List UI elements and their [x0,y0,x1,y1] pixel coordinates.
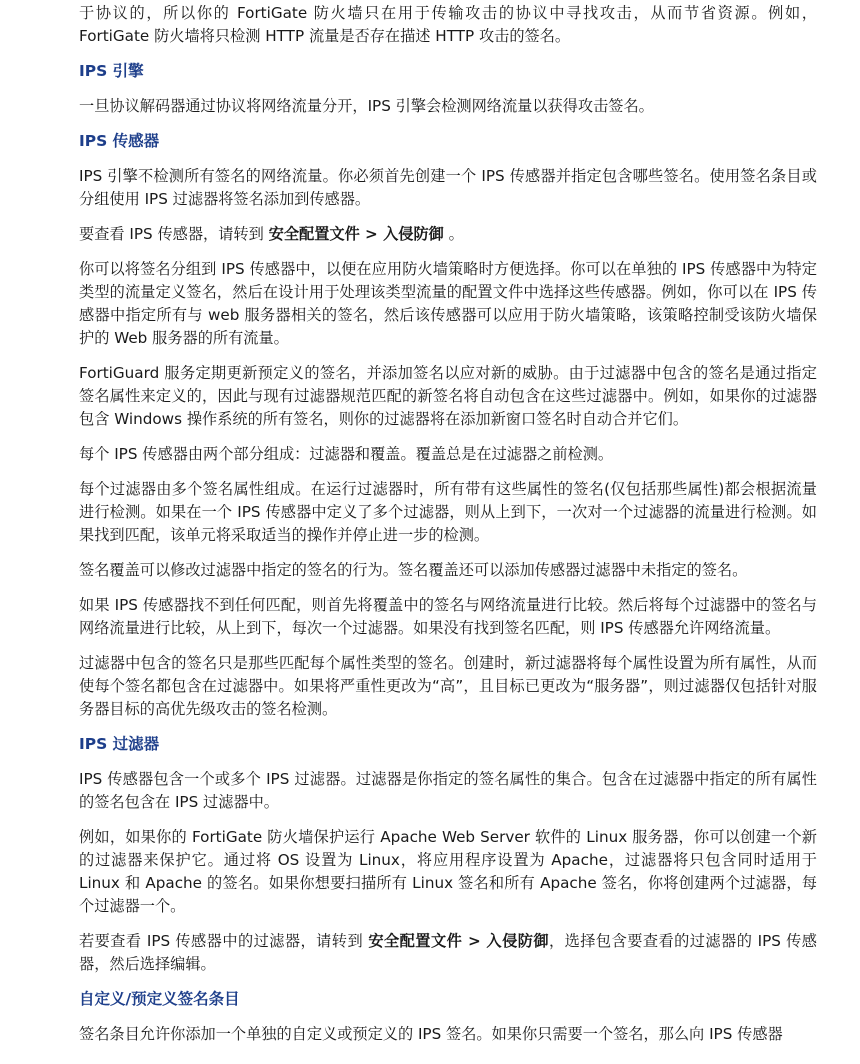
menu-path: 安全配置文件 > 入侵防御 [368,932,549,950]
heading-signature-entries: 自定义/预定义签名条目 [79,990,240,1008]
nav-suffix: ，选择包含要查看的过滤器的 IPS 传感器，然后选择编辑。 [79,932,817,973]
ips-sensor-paragraph-1: IPS 引擎不检测所有签名的网络流量。你必须首先创建一个 IPS 传感器并指定包含哪些签名。使用签名条目或分组使用 IPS 过滤器将签名添加到传感器。 [79,167,817,208]
ips-sensor-navigation-paragraph [79,223,817,246]
nav-prefix: 要查看 IPS 传感器，请转到 [79,225,269,243]
ips-sensor-paragraph-6: 每个过滤器由多个签名属性组成。在运行过滤器时，所有带有这些属性的签名(仅包括那些属性)都会根据流量进行检测。如果在一个 IPS 传感器中定义了多个过滤器，则从上到下，一次对一个过滤器的流量进行检测。如果找到匹配，该单元将采取适当的操作并停止进一步的检测。 [79,480,817,544]
nav-prefix: 若要查看 IPS 传感器中的过滤器，请转到 [79,932,369,950]
ips-filter-navigation-paragraph [79,930,817,976]
ips-filter-paragraph-2: 例如，如果你的 FortiGate 防火墙保护运行 Apache Web Server 软件的 Linux 服务器，你可以创建一个新的过滤器来保护它。通过将 OS 设置为 Linux，将应用程序设置为 Apache，过滤器将只包含同时适用于 Linux 和 Apache 的签名。如果你想要扫描所有 Linux 签名和所有 Apache 签名，你将创建两个过滤器，每个过滤器一个。 [79,828,817,915]
heading-ips-engine: IPS 引擎 [79,62,144,80]
nav-suffix: 。 [443,225,464,243]
ips-sensor-paragraph-9: 过滤器中包含的签名只是那些匹配每个属性类型的签名。创建时，新过滤器将每个属性设置为所有属性，从而使每个签名都包含在过滤器中。如果将严重性更改为“高”，且目标已更改为“服务器”，则过滤器仅包括针对服务器目标的高优先级攻击的签名检测。 [79,654,817,718]
ips-sensor-paragraph-3: 你可以将签名分组到 IPS 传感器中，以便在应用防火墙策略时方便选择。你可以在单独的 IPS 传感器中为特定类型的流量定义签名，然后在设计用于处理该类型流量的配置文件中选择这些传感器。例如，你可以在 IPS 传感器中指定所有与 web 服务器相关的签名，然后该传感器可以应用于防火墙策略，该策略控制受该防火墙保护的 Web 服务器的所有流量。 [79,260,817,347]
heading-ips-sensor: IPS 传感器 [79,132,160,150]
ips-engine-paragraph: 一旦协议解码器通过协议将网络流量分开，IPS 引擎会检测网络流量以获得攻击签名。 [79,97,654,115]
ips-sensor-paragraph-5: 每个 IPS 传感器由两个部分组成：过滤器和覆盖。覆盖总是在过滤器之前检测。 [79,445,614,463]
menu-path: 安全配置文件 > 入侵防御 [268,225,444,243]
heading-ips-filter: IPS 过滤器 [79,735,160,753]
intro-paragraph: 于协议的，所以你的 FortiGate 防火墙只在用于传输攻击的协议中寻找攻击，从而节省资源。例如，FortiGate 防火墙将只检测 HTTP 流量是否存在描述 HTTP 攻击的签名。 [79,4,817,45]
ips-sensor-paragraph-7: 签名覆盖可以修改过滤器中指定的签名的行为。签名覆盖还可以添加传感器过滤器中未指定的签名。 [79,561,748,579]
document-page [79,0,817,1058]
signature-entries-paragraph: 签名条目允许你添加一个单独的自定义或预定义的 IPS 签名。如果你只需要一个签名，那么向 IPS 传感器 [79,1025,783,1043]
ips-sensor-paragraph-8: 如果 IPS 传感器找不到任何匹配，则首先将覆盖中的签名与网络流量进行比较。然后将每个过滤器中的签名与网络流量进行比较，从上到下，每次一个过滤器。如果没有找到签名匹配，则 IPS 传感器允许网络流量。 [79,596,817,637]
ips-sensor-paragraph-4: FortiGuard 服务定期更新预定义的签名，并添加签名以应对新的威胁。由于过滤器中包含的签名是通过指定签名属性来定义的，因此与现有过滤器规范匹配的新签名将自动包含在这些过滤器中。例如，如果你的过滤器包含 Windows 操作系统的所有签名，则你的过滤器将在添加新窗口签名时自动合并它们。 [79,364,817,428]
ips-filter-paragraph-1: IPS 传感器包含一个或多个 IPS 过滤器。过滤器是你指定的签名属性的集合。包含在过滤器中指定的所有属性的签名包含在 IPS 过滤器中。 [79,770,817,811]
